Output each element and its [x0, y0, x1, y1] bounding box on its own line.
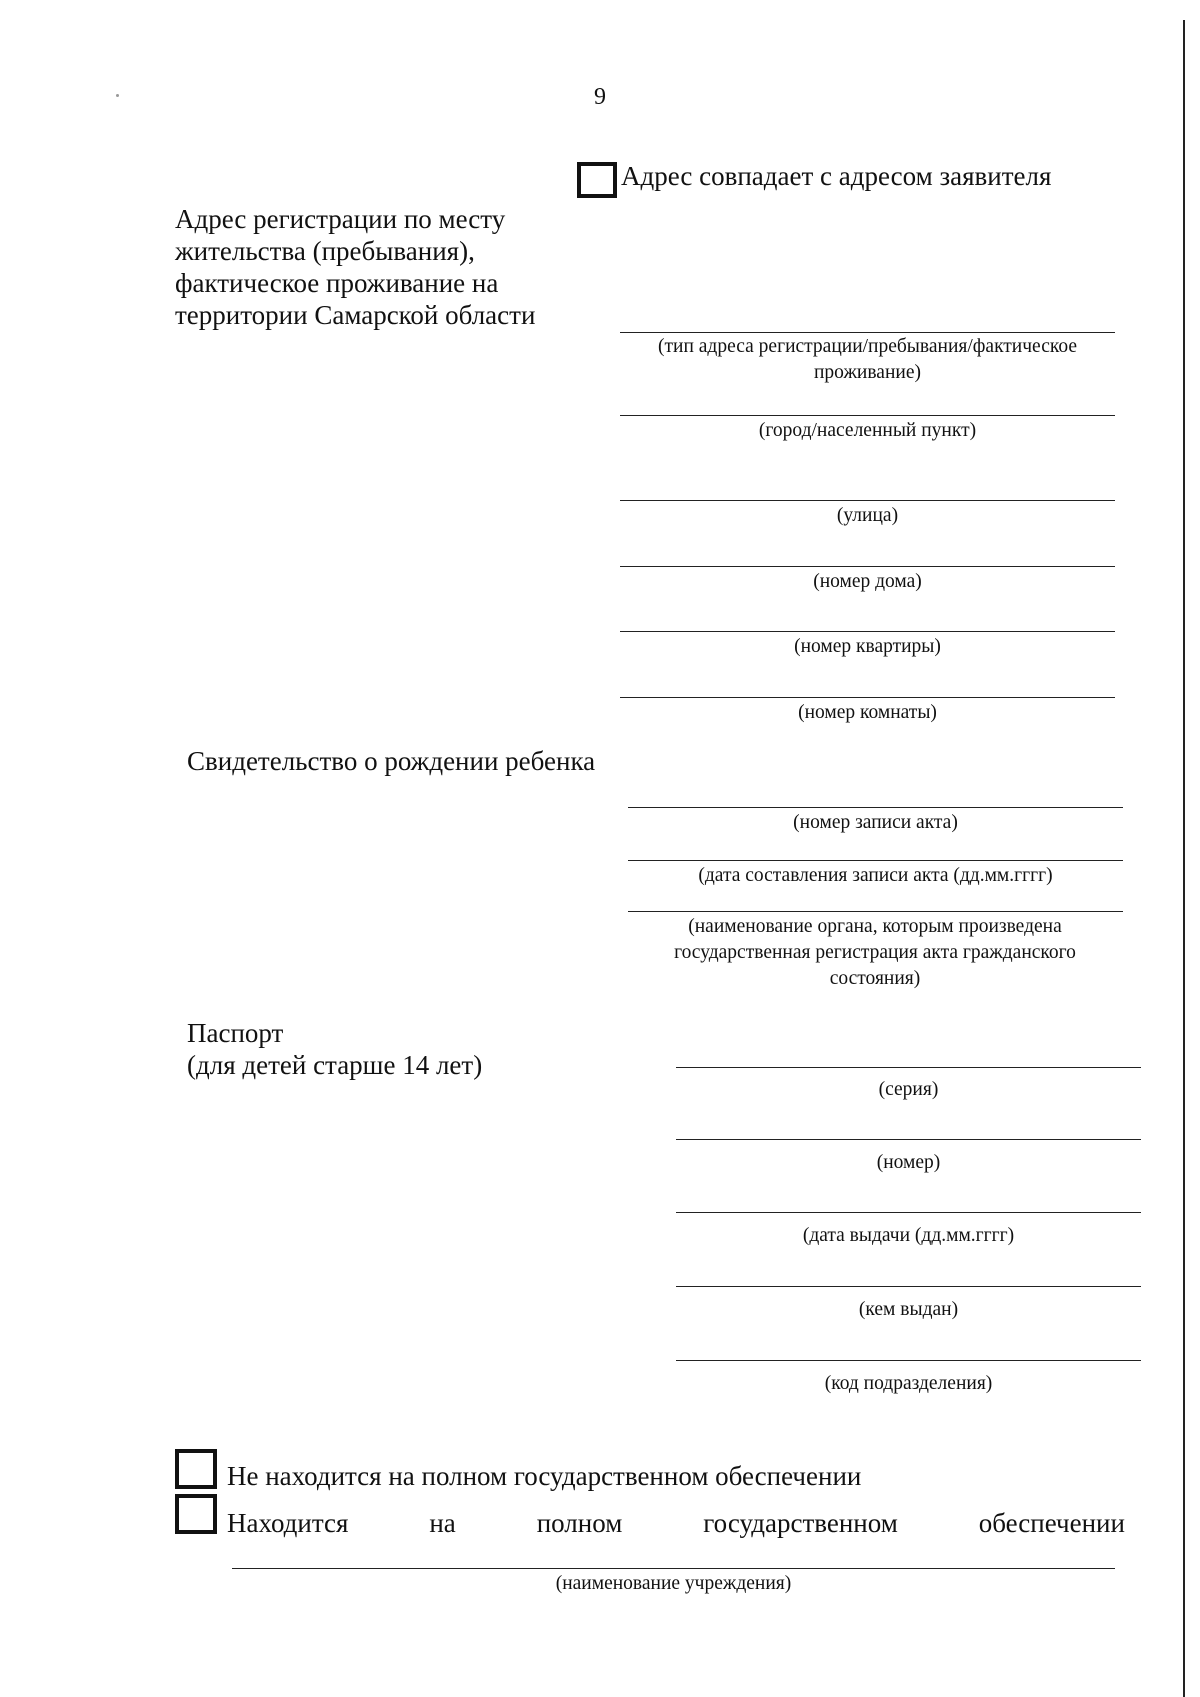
state-support-word: полном	[536, 1508, 623, 1538]
state-support-word: обеспечении	[978, 1508, 1125, 1538]
passport-division-code-field[interactable]	[676, 1360, 1141, 1361]
registry-authority-caption: (наименование органа, которым произведена государственная регистрация акта гражданского состояния)	[674, 916, 1076, 989]
passport-label-line: Паспорт	[187, 1018, 284, 1048]
not-state-support-checkbox[interactable]	[175, 1449, 217, 1489]
city-field[interactable]	[620, 415, 1115, 416]
address-label-line: Адрес регистрации по месту	[175, 204, 506, 234]
page-number: 9	[594, 84, 606, 110]
passport-issue-date-caption: (дата выдачи (дд.мм.гггг)	[802, 1225, 1015, 1246]
address-type-field[interactable]	[620, 332, 1115, 333]
same-address-label: Адрес совпадает с адресом заявителя	[621, 161, 1052, 191]
state-support-word: Находится	[227, 1508, 349, 1538]
apartment-number-caption: (номер квартиры)	[794, 636, 941, 657]
passport-issued-by-caption: (кем выдан)	[858, 1299, 959, 1320]
street-field[interactable]	[620, 500, 1115, 501]
passport-issued-by-field[interactable]	[676, 1286, 1141, 1287]
apartment-number-field[interactable]	[620, 631, 1115, 632]
not-state-support-label: Не находится на полном государственном обеспечении	[227, 1461, 862, 1491]
street-caption: (улица)	[836, 505, 899, 526]
house-number-caption: (номер дома)	[813, 571, 922, 592]
institution-name-caption: (наименование учреждения)	[555, 1573, 792, 1594]
passport-section-label	[187, 1017, 482, 1081]
address-label-line: фактическое проживание на	[175, 268, 499, 298]
act-record-number-caption: (номер записи акта)	[793, 812, 958, 833]
registry-authority-field[interactable]	[628, 911, 1123, 912]
passport-series-field[interactable]	[676, 1067, 1141, 1068]
room-number-field[interactable]	[620, 697, 1115, 698]
passport-number-caption: (номер)	[876, 1152, 941, 1173]
house-number-field[interactable]	[620, 566, 1115, 567]
address-type-caption: (тип адреса регистрации/пребывания/фактическое проживание)	[658, 336, 1077, 383]
address-section-label	[175, 203, 535, 331]
passport-division-code-caption: (код подразделения)	[824, 1373, 993, 1394]
passport-series-caption: (серия)	[878, 1079, 939, 1100]
institution-name-field[interactable]	[232, 1568, 1115, 1569]
act-record-date-caption: (дата составления записи акта (дд.мм.гггг)	[698, 865, 1053, 886]
state-support-word: государственном	[703, 1508, 898, 1538]
scan-speck	[116, 94, 119, 97]
state-support-checkbox[interactable]	[175, 1494, 217, 1534]
city-caption: (город/населенный пункт)	[758, 420, 977, 441]
state-support-label	[227, 1507, 1125, 1539]
birth-certificate-label: Свидетельство о рождении ребенка	[187, 746, 596, 776]
state-support-word: на	[429, 1508, 456, 1538]
address-label-line: территории Самарской области	[175, 300, 536, 330]
act-record-date-field[interactable]	[628, 860, 1123, 861]
same-address-checkbox[interactable]	[577, 162, 617, 198]
passport-issue-date-field[interactable]	[676, 1212, 1141, 1213]
room-number-caption: (номер комнаты)	[798, 702, 937, 723]
address-label-line: жительства (пребывания),	[175, 236, 475, 266]
scan-edge-line	[1183, 20, 1185, 1697]
act-record-number-field[interactable]	[628, 807, 1123, 808]
passport-number-field[interactable]	[676, 1139, 1141, 1140]
passport-label-line: (для детей старше 14 лет)	[187, 1050, 483, 1080]
